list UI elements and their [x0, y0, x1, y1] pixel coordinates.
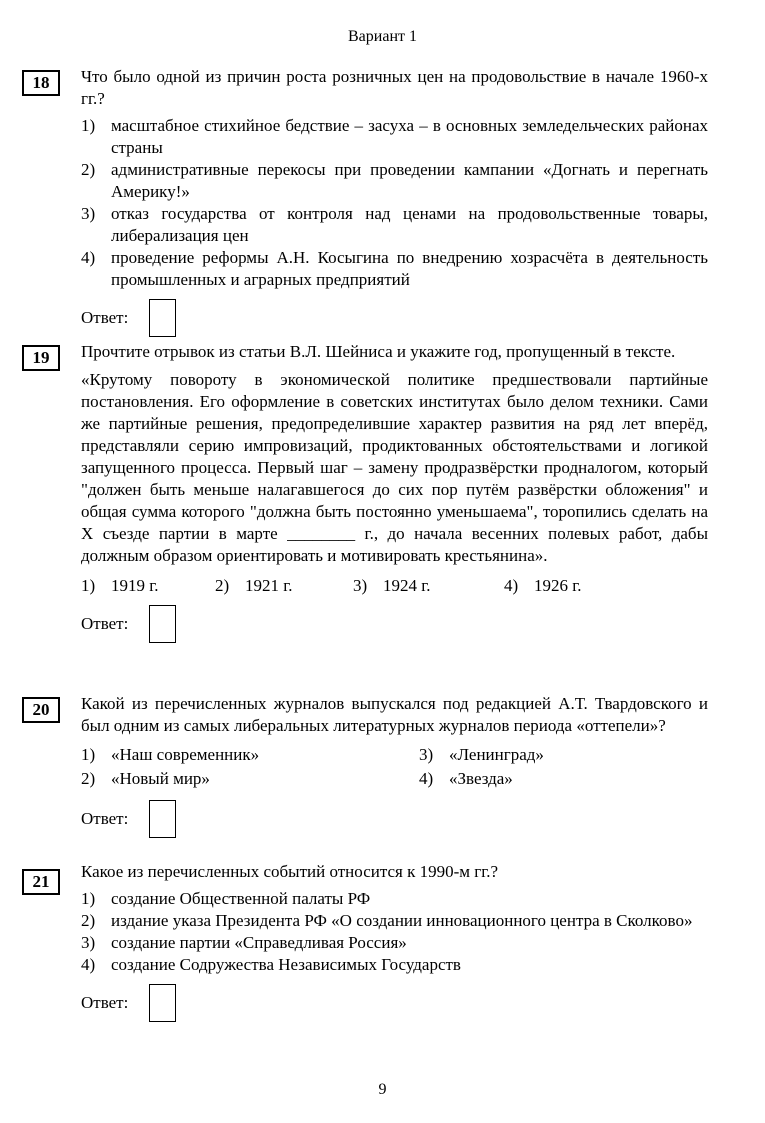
option: [215, 575, 353, 597]
option-number: 4): [81, 955, 96, 974]
option-text: создание Содружества Независимых Государств: [111, 955, 461, 974]
option-text: административные перекосы при проведении кампании «Догнать и перегнать Америку!»: [111, 160, 708, 201]
option-number: 3): [419, 745, 434, 764]
option: [81, 932, 708, 954]
answer-options: [81, 744, 708, 792]
answer-label: Ответ:: [81, 308, 129, 327]
option-number: 2): [81, 160, 96, 179]
option-number: 3): [81, 204, 96, 223]
option: [81, 203, 708, 247]
answer-options: [81, 888, 708, 976]
question-number: 21: [22, 869, 60, 895]
answer-row: [81, 984, 708, 1022]
option: [81, 115, 708, 159]
option-number: 3): [353, 576, 368, 595]
option-text: масштабное стихийное бедствие – засуха – в основных земледельческих районах страны: [111, 116, 708, 157]
option-number: 2): [215, 576, 230, 595]
answer-box[interactable]: [149, 605, 176, 643]
option: [81, 954, 708, 976]
answer-box[interactable]: [149, 800, 176, 838]
option-number: 1): [81, 889, 96, 908]
question-body: [81, 66, 708, 337]
option-text: «Ленинград»: [449, 745, 544, 764]
option-text: «Новый мир»: [111, 769, 210, 788]
option: [81, 575, 215, 597]
option: [81, 888, 708, 910]
answer-label: Ответ:: [81, 993, 129, 1012]
option: [81, 768, 419, 792]
option-text: 1926 г.: [534, 576, 582, 595]
answer-label: Ответ:: [81, 614, 129, 633]
question-text: Какое из перечисленных событий относится к 1990-м гг.?: [81, 862, 499, 881]
question-text: Какой из перечисленных журналов выпускался под редакцией А.Т. Твардовского и был одним из самых либеральных литературных журналов периода «оттепели»?: [81, 694, 708, 735]
option-text: 1919 г.: [111, 576, 159, 595]
option-number: 2): [81, 769, 96, 788]
option-text: «Звезда»: [449, 769, 513, 788]
option: [81, 744, 419, 768]
option-text: проведение реформы А.Н. Косыгина по внедрению хозрасчёта в деятельность промышленных и аграрных предприятий: [111, 248, 708, 289]
answer-options: [81, 115, 708, 291]
option-number: 4): [504, 576, 519, 595]
option-text: создание Общественной палаты РФ: [111, 889, 371, 908]
option-number: 1): [81, 745, 96, 764]
option: [504, 575, 582, 597]
question-text: Прочтите отрывок из статьи В.Л. Шейниса и укажите год, пропущенный в тексте.: [81, 342, 676, 361]
question-number: 20: [22, 697, 60, 723]
option: [419, 744, 708, 768]
option-number: 3): [81, 933, 96, 952]
page-header: Вариант 1: [348, 28, 417, 45]
question-text: Что было одной из причин роста розничных цен на продовольствие в начале 1960-х гг.?: [81, 67, 708, 108]
page-number: 9: [378, 1081, 387, 1098]
option-text: 1921 г.: [245, 576, 293, 595]
answer-row: [81, 800, 708, 838]
option: [419, 768, 708, 792]
question-number: 18: [22, 70, 60, 96]
option-number: 4): [419, 769, 434, 788]
question-body: [81, 341, 708, 643]
answer-row: [81, 299, 708, 337]
answer-row: [81, 605, 708, 643]
question-number: 19: [22, 345, 60, 371]
source-passage: «Крутому повороту в экономической политике предшествовали партийные постановления. Его оформление в советских институтах было делом техники. Сами же партийные решения, предопределившие характер развития на ряд лет вперёд, представляли серию импровизаций, продиктованных обстоятельствами и логикой запущенного процесса. Первый шаг – замену продразвёрстки продналогом, который "должен быть меньше налагавшегося до сих пор путём развёрстки обложения" и общая сумма которого "должна быть постоянно уменьшаема", торопились сделать на X съезде партии в марте ________ г., до начала весенних полевых работ, дабы должным образом ориентировать и мотивировать крестьянина».: [81, 370, 708, 565]
question-body: [81, 693, 708, 838]
option: [353, 575, 504, 597]
option-number: 2): [81, 911, 96, 930]
answer-box[interactable]: [149, 984, 176, 1022]
question-body: [81, 861, 708, 1022]
option-text: создание партии «Справедливая Россия»: [111, 933, 407, 952]
option: [81, 159, 708, 203]
option-text: издание указа Президента РФ «О создании инновационного центра в Сколково»: [111, 911, 693, 930]
option-number: 1): [81, 576, 96, 595]
option-text: отказ государства от контроля над ценами на продовольственные товары, либерализация цен: [111, 204, 708, 245]
answer-options: [81, 575, 708, 597]
answer-box[interactable]: [149, 299, 176, 337]
option: [81, 910, 708, 932]
option-number: 4): [81, 248, 96, 267]
option-text: «Наш современник»: [111, 745, 260, 764]
option-text: 1924 г.: [383, 576, 431, 595]
answer-label: Ответ:: [81, 809, 129, 828]
option-number: 1): [81, 116, 96, 135]
option: [81, 247, 708, 291]
